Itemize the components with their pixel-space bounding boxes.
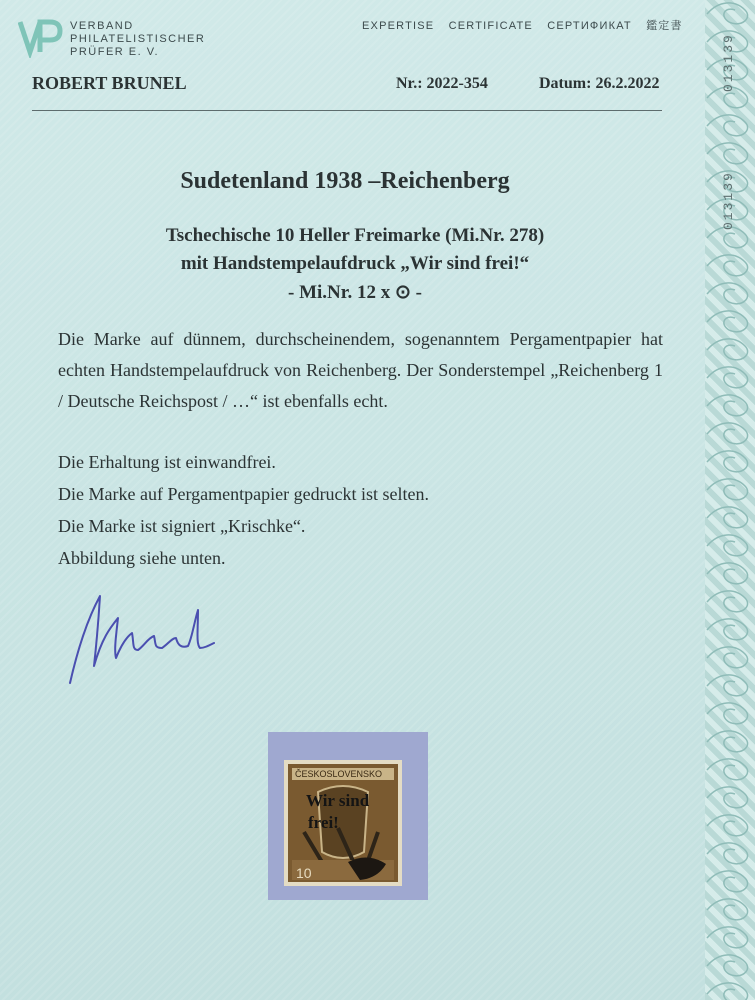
stamp-value-text: 10 <box>296 865 312 881</box>
border-ornament <box>707 423 748 444</box>
org-line-3: PRÜFER E. V. <box>70 46 160 58</box>
signed-line: Die Marke ist signiert „Krischke“. <box>58 516 306 536</box>
border-ornament <box>707 899 748 920</box>
rarity-line: Die Marke auf Pergamentpapier gedruckt ist selten. <box>58 484 430 504</box>
overprint-line-2: frei! <box>308 813 339 832</box>
border-ornament <box>707 283 748 304</box>
certificate-date: Datum: 26.2.2022 <box>539 75 660 92</box>
border-ornament <box>707 339 748 360</box>
border-ornament <box>707 675 748 696</box>
expert-name: ROBERT BRUNEL <box>32 73 187 93</box>
border-ornament <box>707 3 748 24</box>
certificate-title: Sudetenland 1938 –Reichenberg <box>180 168 510 194</box>
border-ornament <box>707 311 748 332</box>
stamp-image <box>268 732 428 900</box>
border-ornament <box>707 535 748 556</box>
border-ornament <box>707 367 748 388</box>
border-ornament <box>707 395 748 416</box>
border-ornament <box>707 451 748 472</box>
header-divider <box>32 110 662 111</box>
security-border <box>705 0 755 1000</box>
heading-expertise: EXPERTISE <box>362 20 435 32</box>
subtitle-line-1: Tschechische 10 Heller Freimarke (Mi.Nr. 278) <box>165 225 545 246</box>
border-ornament <box>707 843 748 864</box>
border-ornament <box>707 703 748 724</box>
border-ornament <box>707 927 748 948</box>
border-ornament <box>707 871 748 892</box>
border-ornament <box>707 955 748 976</box>
border-ornament <box>707 759 748 780</box>
border-ornament <box>707 255 748 276</box>
serial-number-bottom: 013139 <box>721 171 736 230</box>
serial-number-top: 013139 <box>721 33 736 92</box>
org-line-2: PHILATELISTISCHER <box>70 33 206 45</box>
description-paragraph: Die Marke auf dünnem, durchscheinendem, sogenanntem Pergamentpapier hat echten Handstempelaufdruck von Reichenberg. Der Sonderstempel „Reichenberg 1 / Deutsche Reichspost / …“ ist ebenfalls echt. <box>58 329 663 411</box>
border-ornament <box>707 143 748 164</box>
certificate-number: Nr.: 2022-354 <box>396 75 488 92</box>
border-ornament <box>707 507 748 528</box>
border-ornament <box>707 591 748 612</box>
border-ornament <box>707 227 748 248</box>
border-ornament <box>707 563 748 584</box>
certificate-heading-multilingual <box>362 17 693 33</box>
border-ornament <box>707 787 748 808</box>
border-ornament <box>707 115 748 136</box>
stamp-country-text: ČESKOSLOVENSKO <box>295 769 383 779</box>
border-ornament <box>707 647 748 668</box>
expert-signature <box>58 588 228 693</box>
heading-certificate: CERTIFICATE <box>448 20 533 32</box>
heading-japanese: 鑑定書 <box>646 20 683 32</box>
border-ornament <box>707 619 748 640</box>
association-name <box>70 20 205 59</box>
border-ornament <box>707 479 748 500</box>
border-ornament <box>707 731 748 752</box>
heading-russian: СЕРТИФИКАТ <box>547 20 632 32</box>
illustration-line: Abbildung siehe unten. <box>58 548 226 568</box>
condition-line: Die Erhaltung ist einwandfrei. <box>58 452 276 472</box>
subtitle-line-2: mit Handstempelaufdruck „Wir sind frei!“ <box>180 253 530 274</box>
overprint-line-1: Wir sind <box>306 791 370 810</box>
border-ornament <box>707 815 748 836</box>
subtitle-line-3: - Mi.Nr. 12 x ⊙ - <box>288 282 422 303</box>
org-line-1: VERBAND <box>70 20 134 32</box>
vp-logo <box>18 18 64 63</box>
border-ornament <box>707 983 748 1000</box>
